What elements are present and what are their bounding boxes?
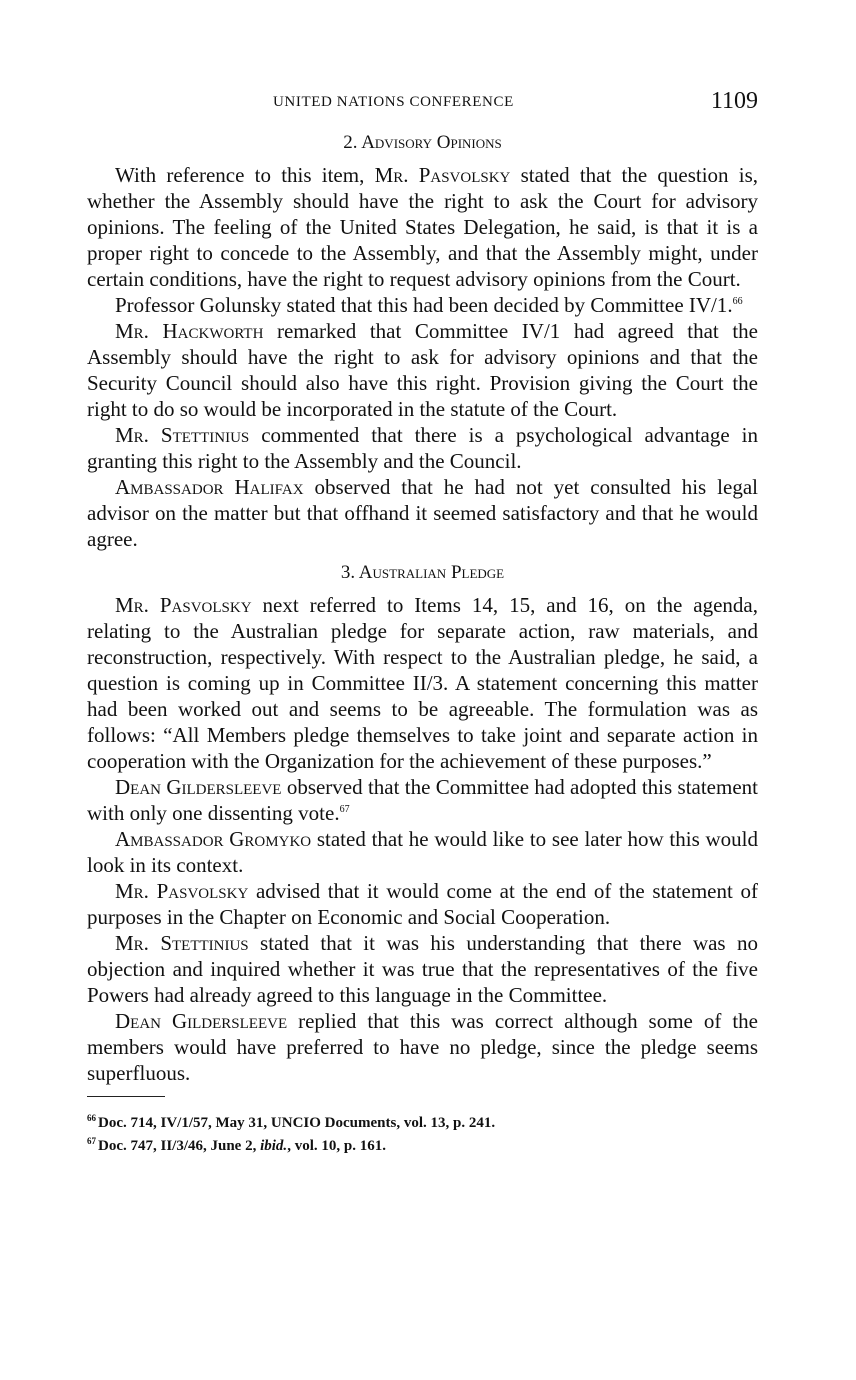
- paragraph-text: next referred to Items 14, 15, and 16, on the agenda, relating to the Australian pledge for separate action, raw materials, and reconstruction, respectively. With respect to the Australian pledge, he said, a question is coming up in Committee II/3. A statement concerning this matter had been worked out and seems to be agreeable. The formulation was as follows: “All Members pledge themselves to take joint and separate action in cooperation with the Organization for the achievement of these purposes.”: [87, 593, 758, 773]
- speaker-name: Mr. Pasvolsky: [374, 163, 511, 187]
- paragraph: [87, 826, 758, 878]
- speaker-name: Ambassador Halifax: [115, 475, 304, 499]
- speaker-name: Dean Gildersleeve: [115, 775, 282, 799]
- paragraph: [87, 474, 758, 552]
- running-title: UNITED NATIONS CONFERENCE: [273, 94, 514, 110]
- paragraph: [87, 592, 758, 774]
- paragraph: [87, 930, 758, 1008]
- footnote-marker: 66: [732, 296, 743, 307]
- paragraph-text: advised that it would come at the end of the statement of purposes in the Chapter on Economic and Social Cooperation.: [87, 879, 758, 929]
- document-page: [87, 88, 758, 1155]
- speaker-name: Mr. Stettinius: [115, 423, 250, 447]
- paragraph-text: stated that the question is, whether the Assembly should have the right to ask the Court for advisory opinions. The feeling of the United States Delegation, he said, is that it is a proper right to concede to the Assembly, and that the Assembly might, under certain conditions, have the right to request advisory opinions from the Court.: [87, 163, 759, 291]
- footnote: [87, 1109, 758, 1132]
- paragraph-lead: With reference to this item,: [115, 163, 375, 187]
- footnote-italic: ibid.: [260, 1138, 288, 1154]
- footnote-marker: 67: [339, 804, 350, 815]
- footnote: [87, 1132, 758, 1155]
- paragraph: [87, 774, 758, 826]
- paragraph-text: Professor Golunsky stated that this had been decided by Committee IV/1.: [115, 293, 733, 317]
- paragraph: [87, 318, 758, 422]
- paragraph: [87, 1008, 758, 1086]
- speaker-name: Mr. Stettinius: [115, 931, 249, 955]
- paragraph-text: replied that this was correct although some of the members would have preferred to have no pledge, since the pledge seems superfluous.: [87, 1009, 758, 1085]
- speaker-name: Mr. Pasvolsky: [115, 879, 249, 903]
- paragraph-text: commented that there is a psychological advantage in granting this right to the Assembly and the Council.: [87, 423, 758, 473]
- footnote-text: Doc. 714, IV/1/57, May 31, UNCIO Documents, vol. 13, p. 241.: [98, 1115, 496, 1131]
- speaker-name: Mr. Pasvolsky: [115, 593, 252, 617]
- footnote-number: 67: [87, 1136, 96, 1146]
- paragraph: [87, 162, 758, 292]
- footnote-number: 66: [87, 1113, 96, 1123]
- page-number: 1109: [710, 88, 758, 114]
- paragraph: [87, 292, 758, 318]
- paragraph-text: stated that it was his understanding that there was no objection and inquired whether it was true that the representatives of the five Powers had already agreed to this language in the Committee.: [87, 931, 758, 1007]
- paragraph-text: observed that he had not yet consulted his legal advisor on the matter but that offhand it seemed satisfactory and that he would agree.: [87, 475, 758, 551]
- speaker-name: Ambassador Gromyko: [115, 827, 312, 851]
- paragraph: [87, 878, 758, 930]
- speaker-name: Dean Gildersleeve: [115, 1009, 288, 1033]
- running-head: [87, 88, 758, 122]
- section-heading-australian-pledge: 3. Australian Pledge: [340, 562, 505, 583]
- footnote-text: Doc. 747, II/3/46, June 2,: [98, 1138, 261, 1154]
- paragraph-text: observed that the Committee had adopted this statement with only one dissenting vote.: [87, 775, 758, 825]
- speaker-name: Mr. Hackworth: [115, 319, 264, 343]
- footnote-text: , vol. 10, p. 161.: [287, 1138, 386, 1154]
- section-heading-advisory-opinions: 2. Advisory Opinions: [343, 132, 502, 153]
- paragraph-text: remarked that Committee IV/1 had agreed that the Assembly should have the right to ask for advisory opinions and that the Security Council should also have this right. Provision giving the Court the right to do so would be incorporated in the statute of the Court.: [87, 319, 758, 421]
- paragraph: [87, 422, 758, 474]
- paragraph-text: stated that he would like to see later how this would look in its context.: [87, 827, 758, 877]
- footnote-divider: [87, 1096, 165, 1097]
